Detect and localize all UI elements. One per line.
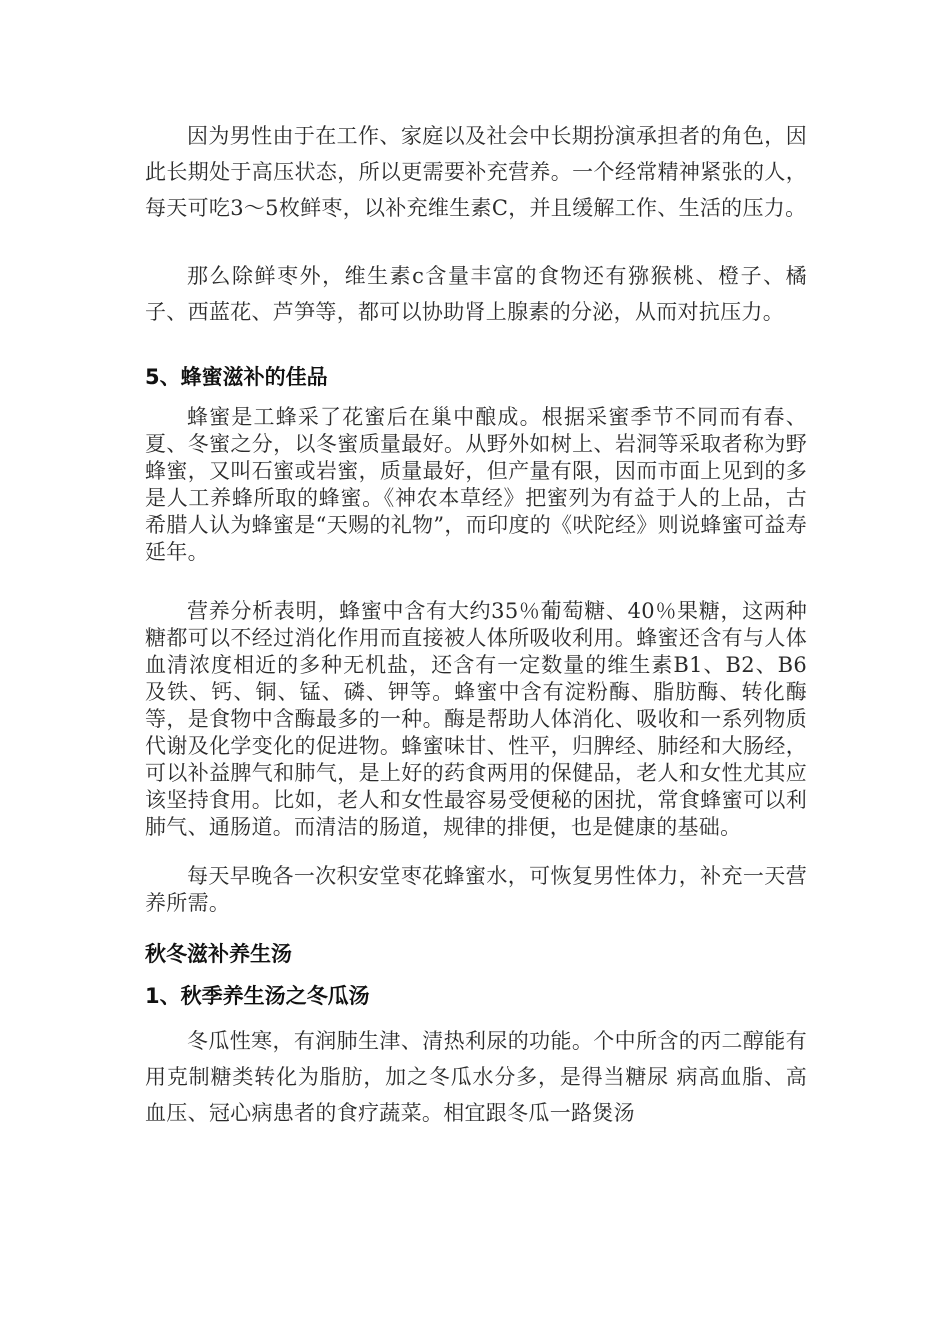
paragraph-honey-daily: 每天早晚各一次积安堂枣花蜂蜜水，可恢复男性体力，补充一天营养所需。 [145,864,807,915]
heading-autumn-winter-soup: 秋冬滋补养生汤 [145,942,292,966]
paragraph-honey-nutrition: 营养分析表明，蜂蜜中含有大约35％葡萄糖、40％果糖，这两种糖都可以不经过消化作用而直接被人体所吸收利用。蜂蜜还含有与人体血清浓度相近的多种无机盐，还含有一定数量的维生素B1、B2、B6及铁、钙、铜、锰、磷、钾等。蜂蜜中含有淀粉酶、脂肪酶、转化酶等，是食物中含酶最多的一种。酶是帮助人体消化、吸收和一系列物质代谢及化学变化的促进物。蜂蜜味甘、性平，归脾经、肺经和大肠经，可以补益脾气和肺气，是上好的药食两用的保健品，老人和女性尤其应该坚持食用。比如，老人和女性最容易受便秘的困扰，常食蜂蜜可以利肺气、通肠道。而清洁的肠道，规律的排便，也是健康的基础。 [145,599,807,839]
paragraph-stress-nutrition: 因为男性由于在工作、家庭以及社会中长期扮演承担者的角色，因此长期处于高压状态，所以更需要补充营养。一个经常精神紧张的人，每天可吃3～5枚鲜枣，以补充维生素C，并且缓解工作、生活的压力。 [145,124,807,220]
paragraph-winter-melon: 冬瓜性寒，有润肺生津、清热利尿的功能。个中所含的丙二醇能有用克制糖类转化为脂肪，加之冬瓜水分多，是得当糖尿 病高血脂、高血压、冠心病患者的食疗蔬菜。相宜跟冬瓜一路煲汤 [145,1029,807,1125]
paragraph-vitamin-c-foods: 那么除鲜枣外，维生素c含量丰富的食物还有猕猴桃、橙子、橘子、西蓝花、芦笋等，都可以协助肾上腺素的分泌，从而对抗压力。 [145,264,807,324]
heading-winter-melon-soup: 1、秋季养生汤之冬瓜汤 [145,984,370,1008]
heading-honey: 5、蜂蜜滋补的佳品 [145,365,328,389]
paragraph-honey-intro: 蜂蜜是工蜂采了花蜜后在巢中酿成。根据采蜜季节不同而有春、夏、冬蜜之分，以冬蜜质量最好。从野外如树上、岩洞等采取者称为野蜂蜜，又叫石蜜或岩蜜，质量最好，但产量有限，因而市面上见到的多是人工养蜂所取的蜂蜜。《神农本草经》把蜜列为有益于人的上品，古希腊人认为蜂蜜是“天赐的礼物”，而印度的《吠陀经》则说蜂蜜可益寿延年。 [145,405,807,564]
document-page [145,118,807,1131]
